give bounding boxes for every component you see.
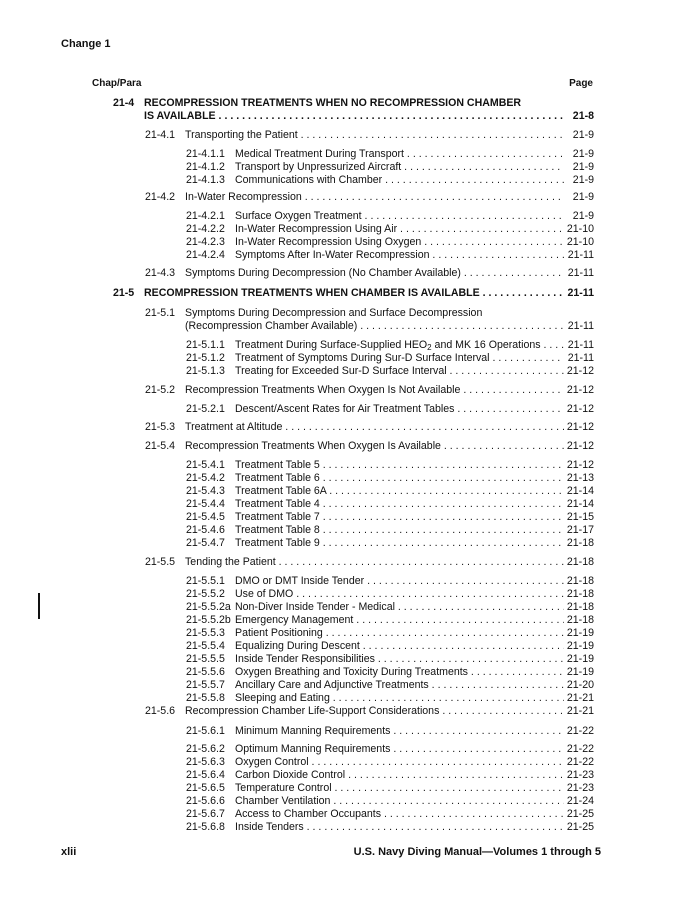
toc-entry (186, 601, 594, 614)
toc-entry-number: 21-5.5.2a (186, 601, 231, 613)
toc-entry (186, 249, 594, 262)
toc-entry-title-text: Access to Chamber Occupants (235, 808, 382, 820)
change-bar (38, 593, 40, 619)
toc-entry-title-text: Treatment Table 6 (235, 472, 320, 484)
toc-entry-page: 21-19 (566, 640, 594, 652)
toc-entry-page: 21-15 (566, 511, 594, 523)
footer-page-number: xlii (61, 846, 77, 858)
toc-entry (186, 725, 594, 738)
toc-entry-title-text: Carbon Dioxide Control (235, 769, 346, 781)
toc-entry (186, 485, 594, 498)
toc-entry-page: 21-9 (572, 129, 594, 141)
toc-entry-title (235, 174, 564, 187)
toc-entry-title-text: Recompression Chamber Life-Support Considerations (185, 705, 440, 717)
toc-entry-title (235, 161, 564, 174)
toc-entry (186, 808, 594, 821)
toc-entry-title-text: Non-Diver Inside Tender - Medical (235, 601, 395, 613)
toc-entry-page: 21-14 (566, 498, 594, 510)
toc-entry (186, 769, 594, 782)
toc-entry-title (235, 210, 564, 223)
toc-entry-page: 21-12 (566, 365, 594, 377)
toc-entry-number: 21-5.6.3 (186, 756, 225, 768)
toc-entry-title-text: Tending the Patient (185, 556, 276, 568)
toc-entry-number: 21-4.2.1 (186, 210, 225, 222)
toc-entry-number: 21-5.1.1 (186, 339, 225, 351)
footer-title: U.S. Navy Diving Manual—Volumes 1 through 5 (353, 846, 601, 858)
toc-entry-number: 21-5.6.7 (186, 808, 225, 820)
toc-entry-number: 21-5.5.3 (186, 627, 225, 639)
toc-entry-title-cont: and MK 16 Operations (431, 339, 541, 351)
toc-entry-number: 21-4.2 (145, 191, 176, 203)
toc-entry-title-text: Emergency Management (235, 614, 354, 626)
toc-entry-number: 21-5.4 (145, 440, 176, 452)
toc-entry-title (235, 692, 564, 705)
toc-entry-title-text: Treatment Table 8 (235, 524, 320, 536)
toc-entry-title-text: RECOMPRESSION TREATMENTS WHEN CHAMBER IS AVAILABLE (144, 287, 480, 299)
toc-entry (145, 421, 594, 434)
toc-entry-title-text: Equalizing During Descent (235, 640, 360, 652)
toc-entry-number: 21-5.1.2 (186, 352, 225, 364)
toc-entry-title-text: Treatment Table 4 (235, 498, 320, 510)
toc-entry-number: 21-5.6.6 (186, 795, 225, 807)
toc-entry-title-text: Optimum Manning Requirements (235, 743, 391, 755)
toc-entry-page: 21-14 (566, 485, 594, 497)
toc-entry-title (235, 365, 564, 378)
toc-entry-number: 21-5.4.6 (186, 524, 225, 536)
toc-entry (145, 267, 594, 280)
toc-entry-title (185, 129, 564, 142)
toc-entry-title-text: Inside Tenders (235, 821, 304, 833)
toc-entry (186, 403, 594, 416)
toc-entry-page: 21-12 (566, 440, 594, 452)
toc-entry-title (235, 725, 564, 738)
toc-entry (186, 782, 594, 795)
toc-entry-page: 21-18 (566, 537, 594, 549)
toc-entry-page: 21-10 (566, 236, 594, 248)
toc-entry-page: 21-18 (566, 556, 594, 568)
toc-entry (186, 236, 594, 249)
toc-entry-page: 21-18 (566, 601, 594, 613)
toc-entry (186, 795, 594, 808)
toc-entry (113, 110, 594, 123)
toc-entry-title (235, 223, 564, 236)
toc-entry-page: 21-13 (566, 472, 594, 484)
toc-entry-title (144, 97, 594, 110)
toc-entry-number: 21-4.1.1 (186, 148, 225, 160)
toc-entry-title-text: Oxygen Control (235, 756, 309, 768)
toc-entry-number: 21-4.2.2 (186, 223, 225, 235)
toc-entry-title (185, 267, 564, 280)
toc-entry-page: 21-17 (566, 524, 594, 536)
toc-entry (186, 148, 594, 161)
toc-entry-title-text: Sleeping and Eating (235, 692, 330, 704)
toc-entry-page: 21-11 (567, 249, 594, 261)
toc-entry (145, 384, 594, 397)
toc-entry-title-text: Descent/Ascent Rates for Air Treatment Tables (235, 403, 455, 415)
toc-entry-title-text: Treatment at Altitude (185, 421, 283, 433)
toc-entry-number: 21-5.4.4 (186, 498, 225, 510)
toc-entry (186, 653, 594, 666)
toc-entry (186, 339, 594, 352)
toc-entry-title-text: Recompression Treatments When Oxygen Is Not Available (185, 384, 461, 396)
toc-entry-title (235, 148, 564, 161)
toc-entry-page: 21-18 (566, 575, 594, 587)
toc-entry-page: 21-11 (567, 287, 594, 299)
toc-entry-page: 21-23 (566, 782, 594, 794)
toc-entry-title (235, 821, 564, 834)
toc-entry-page: 21-23 (566, 769, 594, 781)
toc-entry (186, 472, 594, 485)
toc-entry (186, 498, 594, 511)
toc-entry-title-text: Treatment Table 5 (235, 459, 320, 471)
toc-entry-page: 21-21 (566, 692, 594, 704)
toc-entry-title (235, 588, 564, 601)
toc-entry-page: 21-8 (572, 110, 594, 122)
toc-entry-number: 21-5.5 (145, 556, 176, 568)
toc-entry-title-text: IS AVAILABLE (144, 110, 216, 122)
toc-entry-title (235, 808, 564, 821)
change-label: Change 1 (61, 38, 111, 50)
toc-entry (186, 511, 594, 524)
toc-entry-page: 21-12 (566, 384, 594, 396)
toc-entry (113, 97, 594, 110)
toc-entry (186, 352, 594, 365)
toc-entry-number: 21-5.5.8 (186, 692, 225, 704)
toc-entry-page: 21-11 (567, 339, 594, 351)
toc-entry-title (235, 511, 564, 524)
toc-entry-title (235, 459, 564, 472)
toc-entry-title (235, 769, 564, 782)
toc-entry-page: 21-19 (566, 666, 594, 678)
toc-entry-page: 21-9 (572, 174, 594, 186)
toc-entry-page: 21-21 (566, 705, 594, 717)
toc-entry (186, 365, 594, 378)
toc-entry-title-text: Treatment of Symptoms During Sur-D Surface Interval (235, 352, 490, 364)
toc-entry-title-text: Symptoms After In-Water Recompression (235, 249, 430, 261)
toc-entry (145, 440, 594, 453)
toc-entry-title-text: Minimum Manning Requirements (235, 725, 391, 737)
toc-entry-page: 21-19 (566, 653, 594, 665)
toc-entry (145, 191, 594, 204)
toc-entry-number: 21-5.5.7 (186, 679, 225, 691)
toc-entry-number: 21-5.5.4 (186, 640, 225, 652)
toc-entry-page: 21-22 (566, 725, 594, 737)
toc-entry-number: 21-4.1.2 (186, 161, 225, 173)
toc-entry-number: 21-5.1.3 (186, 365, 225, 377)
toc-entry-title (144, 287, 564, 300)
toc-entry (145, 320, 594, 333)
toc-entry-title (235, 601, 564, 614)
toc-entry-title-text: Symptoms During Decompression and Surface Decompression (185, 307, 483, 319)
toc-entry-title (235, 627, 564, 640)
toc-entry-number: 21-5.4.1 (186, 459, 225, 471)
toc-entry-title-text: Symptoms During Decompression (No Chamber Available) (185, 267, 461, 279)
toc-entry-title-text: Surface Oxygen Treatment (235, 210, 362, 222)
toc-entry-title (185, 556, 564, 569)
toc-entry (186, 459, 594, 472)
toc-entry-title (235, 249, 564, 262)
toc-entry (186, 223, 594, 236)
toc-entry (186, 575, 594, 588)
toc-entry-number: 21-5.5.2 (186, 588, 225, 600)
toc-entry-page: 21-18 (566, 588, 594, 600)
toc-entry-title (185, 191, 564, 204)
toc-entry-number: 21-4.3 (145, 267, 176, 279)
toc-entry-title-text: Oxygen Breathing and Toxicity During Treatments (235, 666, 468, 678)
toc-entry-page: 21-9 (572, 161, 594, 173)
toc-entry (145, 307, 594, 320)
toc-entry-title (235, 236, 564, 249)
toc-entry-number: 21-5.6.1 (186, 725, 225, 737)
toc-entry-page: 21-9 (572, 148, 594, 160)
toc-entry-page: 21-11 (567, 352, 594, 364)
toc-entry-title (185, 440, 564, 453)
toc-entry-title-text: (Recompression Chamber Available) (185, 320, 358, 332)
toc-entry (186, 210, 594, 223)
toc-entry-page: 21-24 (566, 795, 594, 807)
toc-entry-title-text: Use of DMO (235, 588, 294, 600)
toc-entry (186, 537, 594, 550)
toc-entry-page: 21-22 (566, 756, 594, 768)
toc-entry-number: 21-5.6.4 (186, 769, 225, 781)
toc-entry-title (235, 537, 564, 550)
toc-entry-number: 21-5.4.2 (186, 472, 225, 484)
toc-entry (113, 287, 594, 300)
toc-entry-title (235, 795, 564, 808)
toc-entry-number: 21-5.2 (145, 384, 176, 396)
toc-entry-title-text: Transporting the Patient (185, 129, 298, 141)
toc-entry-title (235, 666, 564, 679)
toc-entry-title-text: DMO or DMT Inside Tender (235, 575, 365, 587)
toc-entry (186, 692, 594, 705)
toc-entry-title (185, 705, 564, 718)
toc-entry-number: 21-5.5.2b (186, 614, 231, 626)
toc-entry-title (235, 485, 564, 498)
toc-entry-title (235, 614, 564, 627)
toc-entry-number: 21-5.3 (145, 421, 176, 433)
toc-entry (186, 524, 594, 537)
toc-entry-title (235, 575, 564, 588)
toc-entry-number: 21-5.4.3 (186, 485, 225, 497)
toc-entry-title-text: In-Water Recompression Using Oxygen (235, 236, 422, 248)
toc-entry-title-text: Transport by Unpressurized Aircraft (235, 161, 402, 173)
toc-entry (186, 174, 594, 187)
toc-entry-title (235, 472, 564, 485)
toc-entry-title-text: RECOMPRESSION TREATMENTS WHEN NO RECOMPRESSION CHAMBER (144, 97, 522, 109)
toc-entry (145, 129, 594, 142)
toc-entry-number: 21-5 (113, 287, 135, 299)
toc-entry-title-text: Treatment Table 7 (235, 511, 320, 523)
toc-entry-number: 21-5.5.5 (186, 653, 225, 665)
toc-entry (186, 161, 594, 174)
toc-entry-title-text: Chamber Ventilation (235, 795, 331, 807)
toc-entry-title (185, 320, 564, 333)
toc-entry-number: 21-5.1 (145, 307, 176, 319)
toc-entry-page: 21-25 (566, 821, 594, 833)
toc-entry (186, 627, 594, 640)
toc-entry-title-text: Recompression Treatments When Oxygen Is Available (185, 440, 441, 452)
toc-entry-number: 21-5.6.8 (186, 821, 225, 833)
toc-entry-title-text: Treatment Table 6A (235, 485, 327, 497)
toc-entry-number: 21-5.4.7 (186, 537, 225, 549)
toc-entry-title-text: Treating for Exceeded Sur-D Surface Interval (235, 365, 447, 377)
toc-entry (145, 705, 594, 718)
toc-entry-title (235, 524, 564, 537)
toc-entry-page: 21-11 (567, 320, 594, 332)
toc-entry-title-text: Communications with Chamber (235, 174, 383, 186)
toc-entry-page: 21-9 (572, 191, 594, 203)
toc-entry-title-text: In-Water Recompression Using Air (235, 223, 398, 235)
toc-entry-page: 21-22 (566, 743, 594, 755)
toc-entry-title-text: Temperature Control (235, 782, 332, 794)
column-header-chap-para: Chap/Para (92, 78, 142, 89)
toc-entry-title-text: Inside Tender Responsibilities (235, 653, 375, 665)
toc-entry-number: 21-4.1 (145, 129, 176, 141)
toc-entry-title-text: Medical Treatment During Transport (235, 148, 404, 160)
toc-entry-page: 21-9 (572, 210, 594, 222)
toc-entry-number: 21-5.2.1 (186, 403, 225, 415)
toc-entry-title-text: Treatment During Surface-Supplied HEO (235, 339, 428, 351)
toc-entry-page: 21-11 (567, 267, 594, 279)
toc-entry-title (235, 339, 564, 352)
column-header-page: Page (569, 78, 593, 89)
toc-entry (186, 679, 594, 692)
toc-entry (186, 588, 594, 601)
toc-entry-title (235, 782, 564, 795)
toc-entry-number: 21-5.5.6 (186, 666, 225, 678)
toc-entry-title (235, 653, 564, 666)
toc-entry (186, 743, 594, 756)
toc-entry-page: 21-25 (566, 808, 594, 820)
toc-entry-title (185, 421, 564, 434)
toc-entry-page: 21-12 (566, 403, 594, 415)
toc-entry-title (235, 403, 564, 416)
toc-entry-title (235, 679, 564, 692)
toc-entry-title (185, 384, 564, 397)
toc-entry-subscript: 2 (427, 343, 432, 352)
toc-entry-number: 21-5.6 (145, 705, 176, 717)
toc-entry (186, 821, 594, 834)
toc-entry-number: 21-5.5.1 (186, 575, 225, 587)
toc-entry (186, 756, 594, 769)
toc-entry-number: 21-4 (113, 97, 135, 109)
toc-entry-page: 21-18 (566, 614, 594, 626)
toc-entry-title-text: Patient Positioning (235, 627, 323, 639)
toc-entry-number: 21-4.1.3 (186, 174, 225, 186)
toc-entry-page: 21-20 (566, 679, 594, 691)
toc-entry-title (235, 498, 564, 511)
toc-entry-title (144, 110, 564, 123)
toc-entry-title (235, 640, 564, 653)
toc-entry-title (185, 307, 594, 320)
toc-entry (186, 666, 594, 679)
toc-entry-title-text: In-Water Recompression (185, 191, 302, 203)
toc-entry-number: 21-5.6.2 (186, 743, 225, 755)
toc-entry (186, 640, 594, 653)
toc-entry-page: 21-12 (566, 421, 594, 433)
toc-entry-number: 21-4.2.3 (186, 236, 225, 248)
toc-entry-title-text: Treatment Table 9 (235, 537, 320, 549)
toc-entry-page: 21-10 (566, 223, 594, 235)
toc-entry-title-text: Ancillary Care and Adjunctive Treatments (235, 679, 429, 691)
toc-entry-number: 21-4.2.4 (186, 249, 225, 261)
toc-entry (145, 556, 594, 569)
toc-entry (186, 614, 594, 627)
toc-entry-title (235, 743, 564, 756)
toc-entry-number: 21-5.6.5 (186, 782, 225, 794)
toc-entry-page: 21-19 (566, 627, 594, 639)
toc-entry-number: 21-5.4.5 (186, 511, 225, 523)
toc-entry-title (235, 352, 564, 365)
toc-entry-page: 21-12 (566, 459, 594, 471)
toc-entry-title (235, 756, 564, 769)
